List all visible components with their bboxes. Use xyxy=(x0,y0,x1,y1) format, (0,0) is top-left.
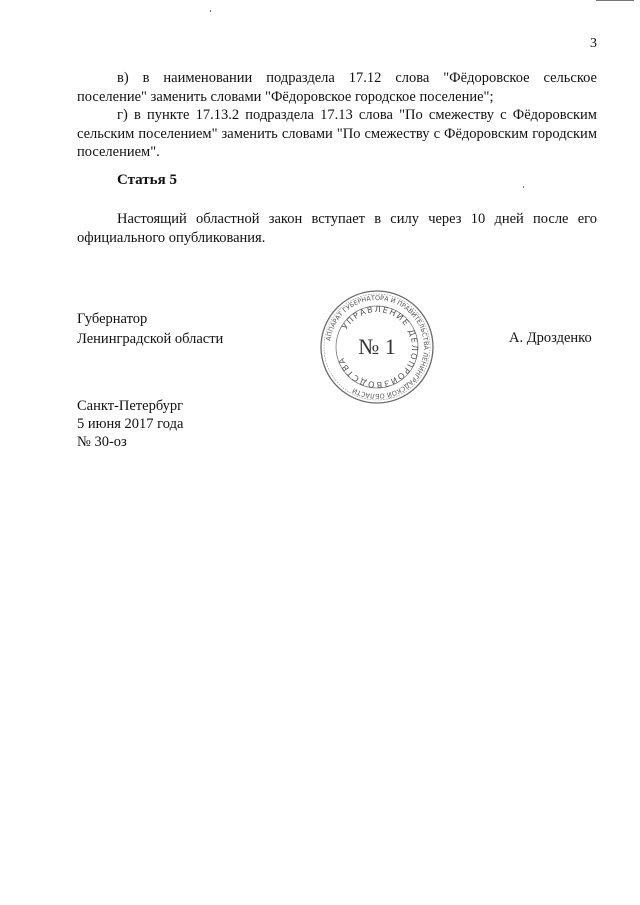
seal-number: № 1 xyxy=(358,334,396,359)
issuance-date: 5 июня 2017 года xyxy=(77,416,184,432)
scan-speck xyxy=(523,186,524,188)
page-number: 3 xyxy=(590,36,597,51)
signatory-name: А. Дрозденко xyxy=(509,330,592,346)
seal-inner-text: УПРАВЛЕНИЕ ДЕЛОПРОИЗВОДСТВА xyxy=(335,303,421,391)
issuance-city: Санкт-Петербург xyxy=(77,398,184,414)
signatory-title-line1: Губернатор xyxy=(77,311,148,327)
signatory-title xyxy=(77,309,223,349)
top-right-mark xyxy=(596,0,634,1)
signatory-title-line2: Ленинградской области xyxy=(77,331,224,347)
article-text: Настоящий областной закон вступает в силу через 10 дней после его официального опубликования. xyxy=(77,211,597,246)
law-number: № 30-оз xyxy=(77,434,127,450)
official-seal xyxy=(318,288,436,406)
amendment-item-g: г) в пункте 17.13.2 подраздела 17.13 слова "По смежеству с Фёдоровским сельским поселением" заменить словами "По смежеству с Фёдоровским городским поселением". xyxy=(77,107,597,160)
amendment-item-v: в) в наименовании подраздела 17.12 слова "Фёдоровское сельское поселение" заменить словами "Фёдоровское городское поселение"; xyxy=(77,70,597,105)
article-heading: Статья 5 xyxy=(117,172,177,188)
seal-outer-text: АППАРАТ ГУБЕРНАТОРА И ПРАВИТЕЛЬСТВА ЛЕНИНГРАДСКОЙ ОБЛАСТИ xyxy=(324,293,431,401)
scan-speck xyxy=(210,10,211,12)
issuance-block xyxy=(77,397,183,451)
